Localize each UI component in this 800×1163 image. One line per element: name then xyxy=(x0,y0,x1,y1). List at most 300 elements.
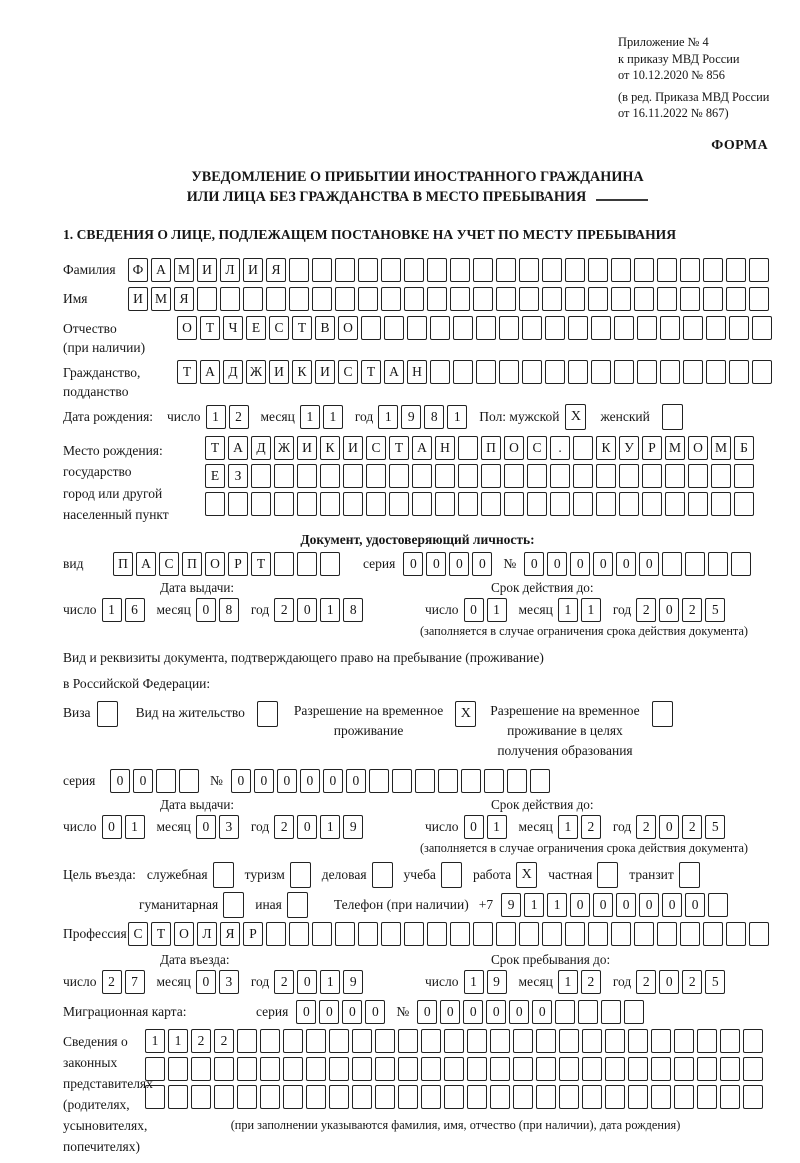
char-box[interactable] xyxy=(683,360,703,384)
char-box[interactable]: 0 xyxy=(196,970,216,994)
char-box[interactable] xyxy=(398,1029,418,1053)
char-box[interactable] xyxy=(444,1029,464,1053)
char-box[interactable] xyxy=(565,922,585,946)
char-box[interactable] xyxy=(703,922,723,946)
char-box[interactable] xyxy=(381,258,401,282)
char-box[interactable]: Т xyxy=(361,360,381,384)
char-box[interactable]: Т xyxy=(292,316,312,340)
char-box[interactable]: 1 xyxy=(102,598,122,622)
char-box[interactable] xyxy=(168,1057,188,1081)
char-box[interactable] xyxy=(674,1085,694,1109)
char-box[interactable]: К xyxy=(292,360,312,384)
char-box[interactable] xyxy=(490,1057,510,1081)
char-box[interactable]: Я xyxy=(266,258,286,282)
residence-permit-checkbox[interactable] xyxy=(257,701,278,727)
char-box[interactable]: Р xyxy=(228,552,248,576)
char-box[interactable]: Т xyxy=(151,922,171,946)
char-box[interactable] xyxy=(573,492,593,516)
char-box[interactable] xyxy=(467,1029,487,1053)
char-box[interactable]: 1 xyxy=(558,598,578,622)
char-box[interactable]: И xyxy=(197,258,217,282)
char-box[interactable] xyxy=(266,287,286,311)
char-box[interactable] xyxy=(720,1029,740,1053)
char-box[interactable] xyxy=(559,1057,579,1081)
char-box[interactable] xyxy=(274,464,294,488)
char-box[interactable] xyxy=(697,1085,717,1109)
char-box[interactable]: 2 xyxy=(682,815,702,839)
char-box[interactable] xyxy=(536,1085,556,1109)
char-box[interactable] xyxy=(499,316,519,340)
char-box[interactable]: Ф xyxy=(128,258,148,282)
char-box[interactable]: 3 xyxy=(219,970,239,994)
char-box[interactable] xyxy=(312,258,332,282)
char-box[interactable] xyxy=(481,464,501,488)
char-box[interactable] xyxy=(519,258,539,282)
char-box[interactable] xyxy=(568,360,588,384)
char-box[interactable] xyxy=(651,1057,671,1081)
char-box[interactable]: 1 xyxy=(300,405,320,429)
char-box[interactable] xyxy=(214,1085,234,1109)
char-box[interactable]: 0 xyxy=(110,769,130,793)
char-box[interactable] xyxy=(467,1085,487,1109)
char-box[interactable] xyxy=(703,258,723,282)
char-box[interactable]: 0 xyxy=(532,1000,552,1024)
char-box[interactable] xyxy=(412,492,432,516)
char-box[interactable] xyxy=(430,360,450,384)
char-box[interactable] xyxy=(289,922,309,946)
char-box[interactable] xyxy=(453,360,473,384)
char-box[interactable] xyxy=(490,1029,510,1053)
char-box[interactable] xyxy=(191,1057,211,1081)
char-box[interactable]: 1 xyxy=(320,598,340,622)
char-box[interactable]: 0 xyxy=(659,815,679,839)
char-box[interactable]: 0 xyxy=(616,893,636,917)
char-box[interactable] xyxy=(743,1085,763,1109)
char-box[interactable] xyxy=(619,464,639,488)
char-box[interactable] xyxy=(458,492,478,516)
char-box[interactable] xyxy=(513,1057,533,1081)
char-box[interactable] xyxy=(283,1085,303,1109)
char-box[interactable]: 1 xyxy=(547,893,567,917)
char-box[interactable]: В xyxy=(315,316,335,340)
char-box[interactable]: Я xyxy=(220,922,240,946)
char-box[interactable] xyxy=(504,464,524,488)
char-box[interactable] xyxy=(358,922,378,946)
purpose-checkbox[interactable] xyxy=(290,862,311,888)
char-box[interactable]: П xyxy=(113,552,133,576)
char-box[interactable]: 2 xyxy=(214,1029,234,1053)
char-box[interactable]: З xyxy=(228,464,248,488)
char-box[interactable]: 0 xyxy=(639,893,659,917)
char-box[interactable] xyxy=(688,492,708,516)
char-box[interactable] xyxy=(582,1085,602,1109)
char-box[interactable] xyxy=(490,1085,510,1109)
temp-permit-checkbox[interactable]: X xyxy=(455,701,476,727)
char-box[interactable]: 0 xyxy=(297,598,317,622)
char-box[interactable] xyxy=(289,287,309,311)
char-box[interactable]: 0 xyxy=(616,552,636,576)
edu-permit-checkbox[interactable] xyxy=(652,701,673,727)
char-box[interactable]: 0 xyxy=(277,769,297,793)
char-box[interactable]: 0 xyxy=(662,893,682,917)
char-box[interactable] xyxy=(467,1057,487,1081)
char-box[interactable] xyxy=(179,769,199,793)
char-box[interactable] xyxy=(430,316,450,340)
char-box[interactable]: И xyxy=(128,287,148,311)
char-box[interactable] xyxy=(749,922,769,946)
char-box[interactable] xyxy=(392,769,412,793)
char-box[interactable] xyxy=(484,769,504,793)
char-box[interactable]: А xyxy=(151,258,171,282)
char-box[interactable]: М xyxy=(151,287,171,311)
char-box[interactable]: О xyxy=(174,922,194,946)
char-box[interactable]: 0 xyxy=(593,893,613,917)
char-box[interactable] xyxy=(496,922,516,946)
char-box[interactable] xyxy=(283,1029,303,1053)
char-box[interactable] xyxy=(381,287,401,311)
char-box[interactable]: Ч xyxy=(223,316,243,340)
char-box[interactable] xyxy=(237,1057,257,1081)
char-box[interactable] xyxy=(680,258,700,282)
char-box[interactable] xyxy=(657,258,677,282)
char-box[interactable]: 9 xyxy=(343,970,363,994)
char-box[interactable] xyxy=(237,1085,257,1109)
char-box[interactable] xyxy=(578,1000,598,1024)
char-box[interactable]: 1 xyxy=(524,893,544,917)
char-box[interactable] xyxy=(611,287,631,311)
char-box[interactable] xyxy=(352,1057,372,1081)
char-box[interactable] xyxy=(628,1029,648,1053)
char-box[interactable]: 2 xyxy=(274,815,294,839)
char-box[interactable]: 1 xyxy=(581,598,601,622)
char-box[interactable] xyxy=(662,552,682,576)
char-box[interactable] xyxy=(624,1000,644,1024)
char-box[interactable] xyxy=(536,1057,556,1081)
char-box[interactable] xyxy=(496,258,516,282)
char-box[interactable]: 0 xyxy=(346,769,366,793)
char-box[interactable] xyxy=(749,258,769,282)
char-box[interactable] xyxy=(522,316,542,340)
char-box[interactable]: 0 xyxy=(464,598,484,622)
char-box[interactable] xyxy=(320,492,340,516)
char-box[interactable] xyxy=(289,258,309,282)
char-box[interactable] xyxy=(536,1029,556,1053)
char-box[interactable]: 6 xyxy=(125,598,145,622)
char-box[interactable]: П xyxy=(481,436,501,460)
char-box[interactable] xyxy=(605,1029,625,1053)
char-box[interactable] xyxy=(637,316,657,340)
char-box[interactable]: 0 xyxy=(323,769,343,793)
char-box[interactable] xyxy=(266,922,286,946)
purpose-checkbox[interactable] xyxy=(287,892,308,918)
char-box[interactable]: А xyxy=(136,552,156,576)
char-box[interactable] xyxy=(375,1057,395,1081)
char-box[interactable] xyxy=(674,1029,694,1053)
char-box[interactable] xyxy=(358,287,378,311)
char-box[interactable] xyxy=(720,1057,740,1081)
char-box[interactable] xyxy=(145,1085,165,1109)
char-box[interactable] xyxy=(634,258,654,282)
char-box[interactable] xyxy=(605,1085,625,1109)
char-box[interactable] xyxy=(619,492,639,516)
char-box[interactable]: 1 xyxy=(145,1029,165,1053)
char-box[interactable]: 1 xyxy=(464,970,484,994)
char-box[interactable] xyxy=(660,316,680,340)
char-box[interactable] xyxy=(504,492,524,516)
char-box[interactable]: Т xyxy=(200,316,220,340)
char-box[interactable] xyxy=(168,1085,188,1109)
char-box[interactable] xyxy=(306,1029,326,1053)
char-box[interactable] xyxy=(697,1029,717,1053)
char-box[interactable] xyxy=(582,1057,602,1081)
purpose-checkbox[interactable] xyxy=(213,862,234,888)
sex-female-checkbox[interactable] xyxy=(662,404,683,430)
char-box[interactable]: 2 xyxy=(682,598,702,622)
char-box[interactable]: О xyxy=(688,436,708,460)
char-box[interactable]: 1 xyxy=(558,815,578,839)
char-box[interactable] xyxy=(550,464,570,488)
char-box[interactable]: И xyxy=(269,360,289,384)
char-box[interactable]: 0 xyxy=(659,970,679,994)
char-box[interactable] xyxy=(306,1085,326,1109)
char-box[interactable]: К xyxy=(596,436,616,460)
char-box[interactable] xyxy=(435,464,455,488)
char-box[interactable]: 2 xyxy=(682,970,702,994)
char-box[interactable] xyxy=(444,1085,464,1109)
char-box[interactable] xyxy=(651,1085,671,1109)
char-box[interactable] xyxy=(366,464,386,488)
char-box[interactable] xyxy=(726,922,746,946)
char-box[interactable] xyxy=(591,316,611,340)
char-box[interactable] xyxy=(729,316,749,340)
char-box[interactable] xyxy=(542,287,562,311)
char-box[interactable]: 0 xyxy=(570,893,590,917)
char-box[interactable] xyxy=(329,1085,349,1109)
char-box[interactable] xyxy=(260,1085,280,1109)
char-box[interactable] xyxy=(683,316,703,340)
char-box[interactable]: 0 xyxy=(639,552,659,576)
char-box[interactable] xyxy=(473,258,493,282)
char-box[interactable] xyxy=(743,1057,763,1081)
char-box[interactable] xyxy=(427,922,447,946)
char-box[interactable]: 1 xyxy=(323,405,343,429)
sex-male-checkbox[interactable]: X xyxy=(565,404,586,430)
char-box[interactable] xyxy=(205,492,225,516)
char-box[interactable] xyxy=(438,769,458,793)
char-box[interactable] xyxy=(444,1057,464,1081)
char-box[interactable]: 0 xyxy=(685,893,705,917)
char-box[interactable]: 0 xyxy=(509,1000,529,1024)
char-box[interactable] xyxy=(473,287,493,311)
char-box[interactable] xyxy=(343,464,363,488)
char-box[interactable]: 2 xyxy=(191,1029,211,1053)
char-box[interactable] xyxy=(398,1057,418,1081)
char-box[interactable] xyxy=(708,552,728,576)
char-box[interactable] xyxy=(453,316,473,340)
char-box[interactable] xyxy=(596,464,616,488)
char-box[interactable] xyxy=(329,1029,349,1053)
char-box[interactable]: С xyxy=(128,922,148,946)
char-box[interactable]: 2 xyxy=(229,405,249,429)
char-box[interactable]: 0 xyxy=(449,552,469,576)
char-box[interactable]: Л xyxy=(220,258,240,282)
char-box[interactable] xyxy=(297,552,317,576)
char-box[interactable] xyxy=(611,258,631,282)
char-box[interactable] xyxy=(708,893,728,917)
char-box[interactable] xyxy=(435,492,455,516)
char-box[interactable] xyxy=(734,492,754,516)
char-box[interactable]: 1 xyxy=(558,970,578,994)
char-box[interactable] xyxy=(156,769,176,793)
char-box[interactable]: 9 xyxy=(343,815,363,839)
char-box[interactable] xyxy=(237,1029,257,1053)
char-box[interactable]: 1 xyxy=(378,405,398,429)
char-box[interactable] xyxy=(688,464,708,488)
char-box[interactable]: 2 xyxy=(274,970,294,994)
char-box[interactable] xyxy=(726,258,746,282)
char-box[interactable] xyxy=(421,1085,441,1109)
char-box[interactable]: Т xyxy=(177,360,197,384)
char-box[interactable]: М xyxy=(174,258,194,282)
char-box[interactable]: 0 xyxy=(464,815,484,839)
char-box[interactable] xyxy=(274,492,294,516)
char-box[interactable] xyxy=(320,464,340,488)
char-box[interactable] xyxy=(685,552,705,576)
char-box[interactable] xyxy=(522,360,542,384)
char-box[interactable]: 5 xyxy=(705,598,725,622)
char-box[interactable] xyxy=(243,287,263,311)
char-box[interactable] xyxy=(335,287,355,311)
char-box[interactable] xyxy=(605,1057,625,1081)
char-box[interactable] xyxy=(251,464,271,488)
char-box[interactable]: 0 xyxy=(524,552,544,576)
char-box[interactable] xyxy=(407,316,427,340)
char-box[interactable] xyxy=(665,492,685,516)
char-box[interactable]: И xyxy=(297,436,317,460)
char-box[interactable] xyxy=(312,922,332,946)
char-box[interactable] xyxy=(343,492,363,516)
char-box[interactable] xyxy=(384,316,404,340)
purpose-checkbox[interactable] xyxy=(679,862,700,888)
char-box[interactable]: Б xyxy=(734,436,754,460)
char-box[interactable] xyxy=(461,769,481,793)
char-box[interactable] xyxy=(660,360,680,384)
char-box[interactable] xyxy=(375,1085,395,1109)
char-box[interactable]: Т xyxy=(251,552,271,576)
char-box[interactable]: 1 xyxy=(320,815,340,839)
char-box[interactable] xyxy=(473,922,493,946)
char-box[interactable]: 0 xyxy=(231,769,251,793)
char-box[interactable] xyxy=(711,464,731,488)
char-box[interactable] xyxy=(366,492,386,516)
char-box[interactable] xyxy=(634,922,654,946)
char-box[interactable] xyxy=(545,360,565,384)
char-box[interactable]: 0 xyxy=(102,815,122,839)
char-box[interactable] xyxy=(499,360,519,384)
char-box[interactable] xyxy=(519,922,539,946)
char-box[interactable] xyxy=(550,492,570,516)
char-box[interactable] xyxy=(573,436,593,460)
char-box[interactable]: 0 xyxy=(417,1000,437,1024)
char-box[interactable] xyxy=(634,287,654,311)
char-box[interactable] xyxy=(642,464,662,488)
char-box[interactable]: И xyxy=(343,436,363,460)
char-box[interactable]: 2 xyxy=(636,598,656,622)
char-box[interactable]: 0 xyxy=(196,598,216,622)
purpose-checkbox[interactable] xyxy=(372,862,393,888)
char-box[interactable] xyxy=(412,464,432,488)
char-box[interactable] xyxy=(496,287,516,311)
char-box[interactable]: С xyxy=(527,436,547,460)
char-box[interactable]: 2 xyxy=(274,598,294,622)
char-box[interactable] xyxy=(588,258,608,282)
char-box[interactable]: 0 xyxy=(300,769,320,793)
char-box[interactable] xyxy=(320,552,340,576)
char-box[interactable] xyxy=(358,258,378,282)
char-box[interactable] xyxy=(559,1085,579,1109)
char-box[interactable]: Е xyxy=(246,316,266,340)
char-box[interactable] xyxy=(568,316,588,340)
char-box[interactable] xyxy=(588,922,608,946)
char-box[interactable] xyxy=(545,316,565,340)
purpose-checkbox[interactable] xyxy=(223,892,244,918)
char-box[interactable]: 7 xyxy=(125,970,145,994)
char-box[interactable]: 2 xyxy=(581,970,601,994)
char-box[interactable] xyxy=(582,1029,602,1053)
char-box[interactable]: 8 xyxy=(343,598,363,622)
char-box[interactable] xyxy=(361,316,381,340)
char-box[interactable] xyxy=(614,360,634,384)
char-box[interactable] xyxy=(519,287,539,311)
char-box[interactable]: У xyxy=(619,436,639,460)
char-box[interactable] xyxy=(191,1085,211,1109)
char-box[interactable]: 0 xyxy=(196,815,216,839)
char-box[interactable]: 2 xyxy=(581,815,601,839)
char-box[interactable]: 0 xyxy=(570,552,590,576)
char-box[interactable] xyxy=(720,1085,740,1109)
char-box[interactable]: 0 xyxy=(472,552,492,576)
char-box[interactable] xyxy=(611,922,631,946)
char-box[interactable] xyxy=(214,1057,234,1081)
char-box[interactable]: О xyxy=(177,316,197,340)
char-box[interactable] xyxy=(476,360,496,384)
char-box[interactable]: 0 xyxy=(403,552,423,576)
char-box[interactable] xyxy=(726,287,746,311)
char-box[interactable]: Л xyxy=(197,922,217,946)
char-box[interactable]: 3 xyxy=(219,815,239,839)
char-box[interactable] xyxy=(335,258,355,282)
char-box[interactable]: Е xyxy=(205,464,225,488)
char-box[interactable]: Ж xyxy=(246,360,266,384)
char-box[interactable]: 8 xyxy=(424,405,444,429)
char-box[interactable]: 1 xyxy=(125,815,145,839)
char-box[interactable] xyxy=(507,769,527,793)
char-box[interactable]: . xyxy=(550,436,570,460)
char-box[interactable] xyxy=(335,922,355,946)
char-box[interactable] xyxy=(527,492,547,516)
visa-checkbox[interactable] xyxy=(97,701,118,727)
char-box[interactable]: О xyxy=(504,436,524,460)
char-box[interactable]: 2 xyxy=(102,970,122,994)
char-box[interactable]: П xyxy=(182,552,202,576)
char-box[interactable] xyxy=(329,1057,349,1081)
char-box[interactable]: Ж xyxy=(274,436,294,460)
purpose-checkbox[interactable] xyxy=(441,862,462,888)
char-box[interactable] xyxy=(404,287,424,311)
char-box[interactable] xyxy=(297,492,317,516)
char-box[interactable] xyxy=(651,1029,671,1053)
char-box[interactable] xyxy=(542,922,562,946)
